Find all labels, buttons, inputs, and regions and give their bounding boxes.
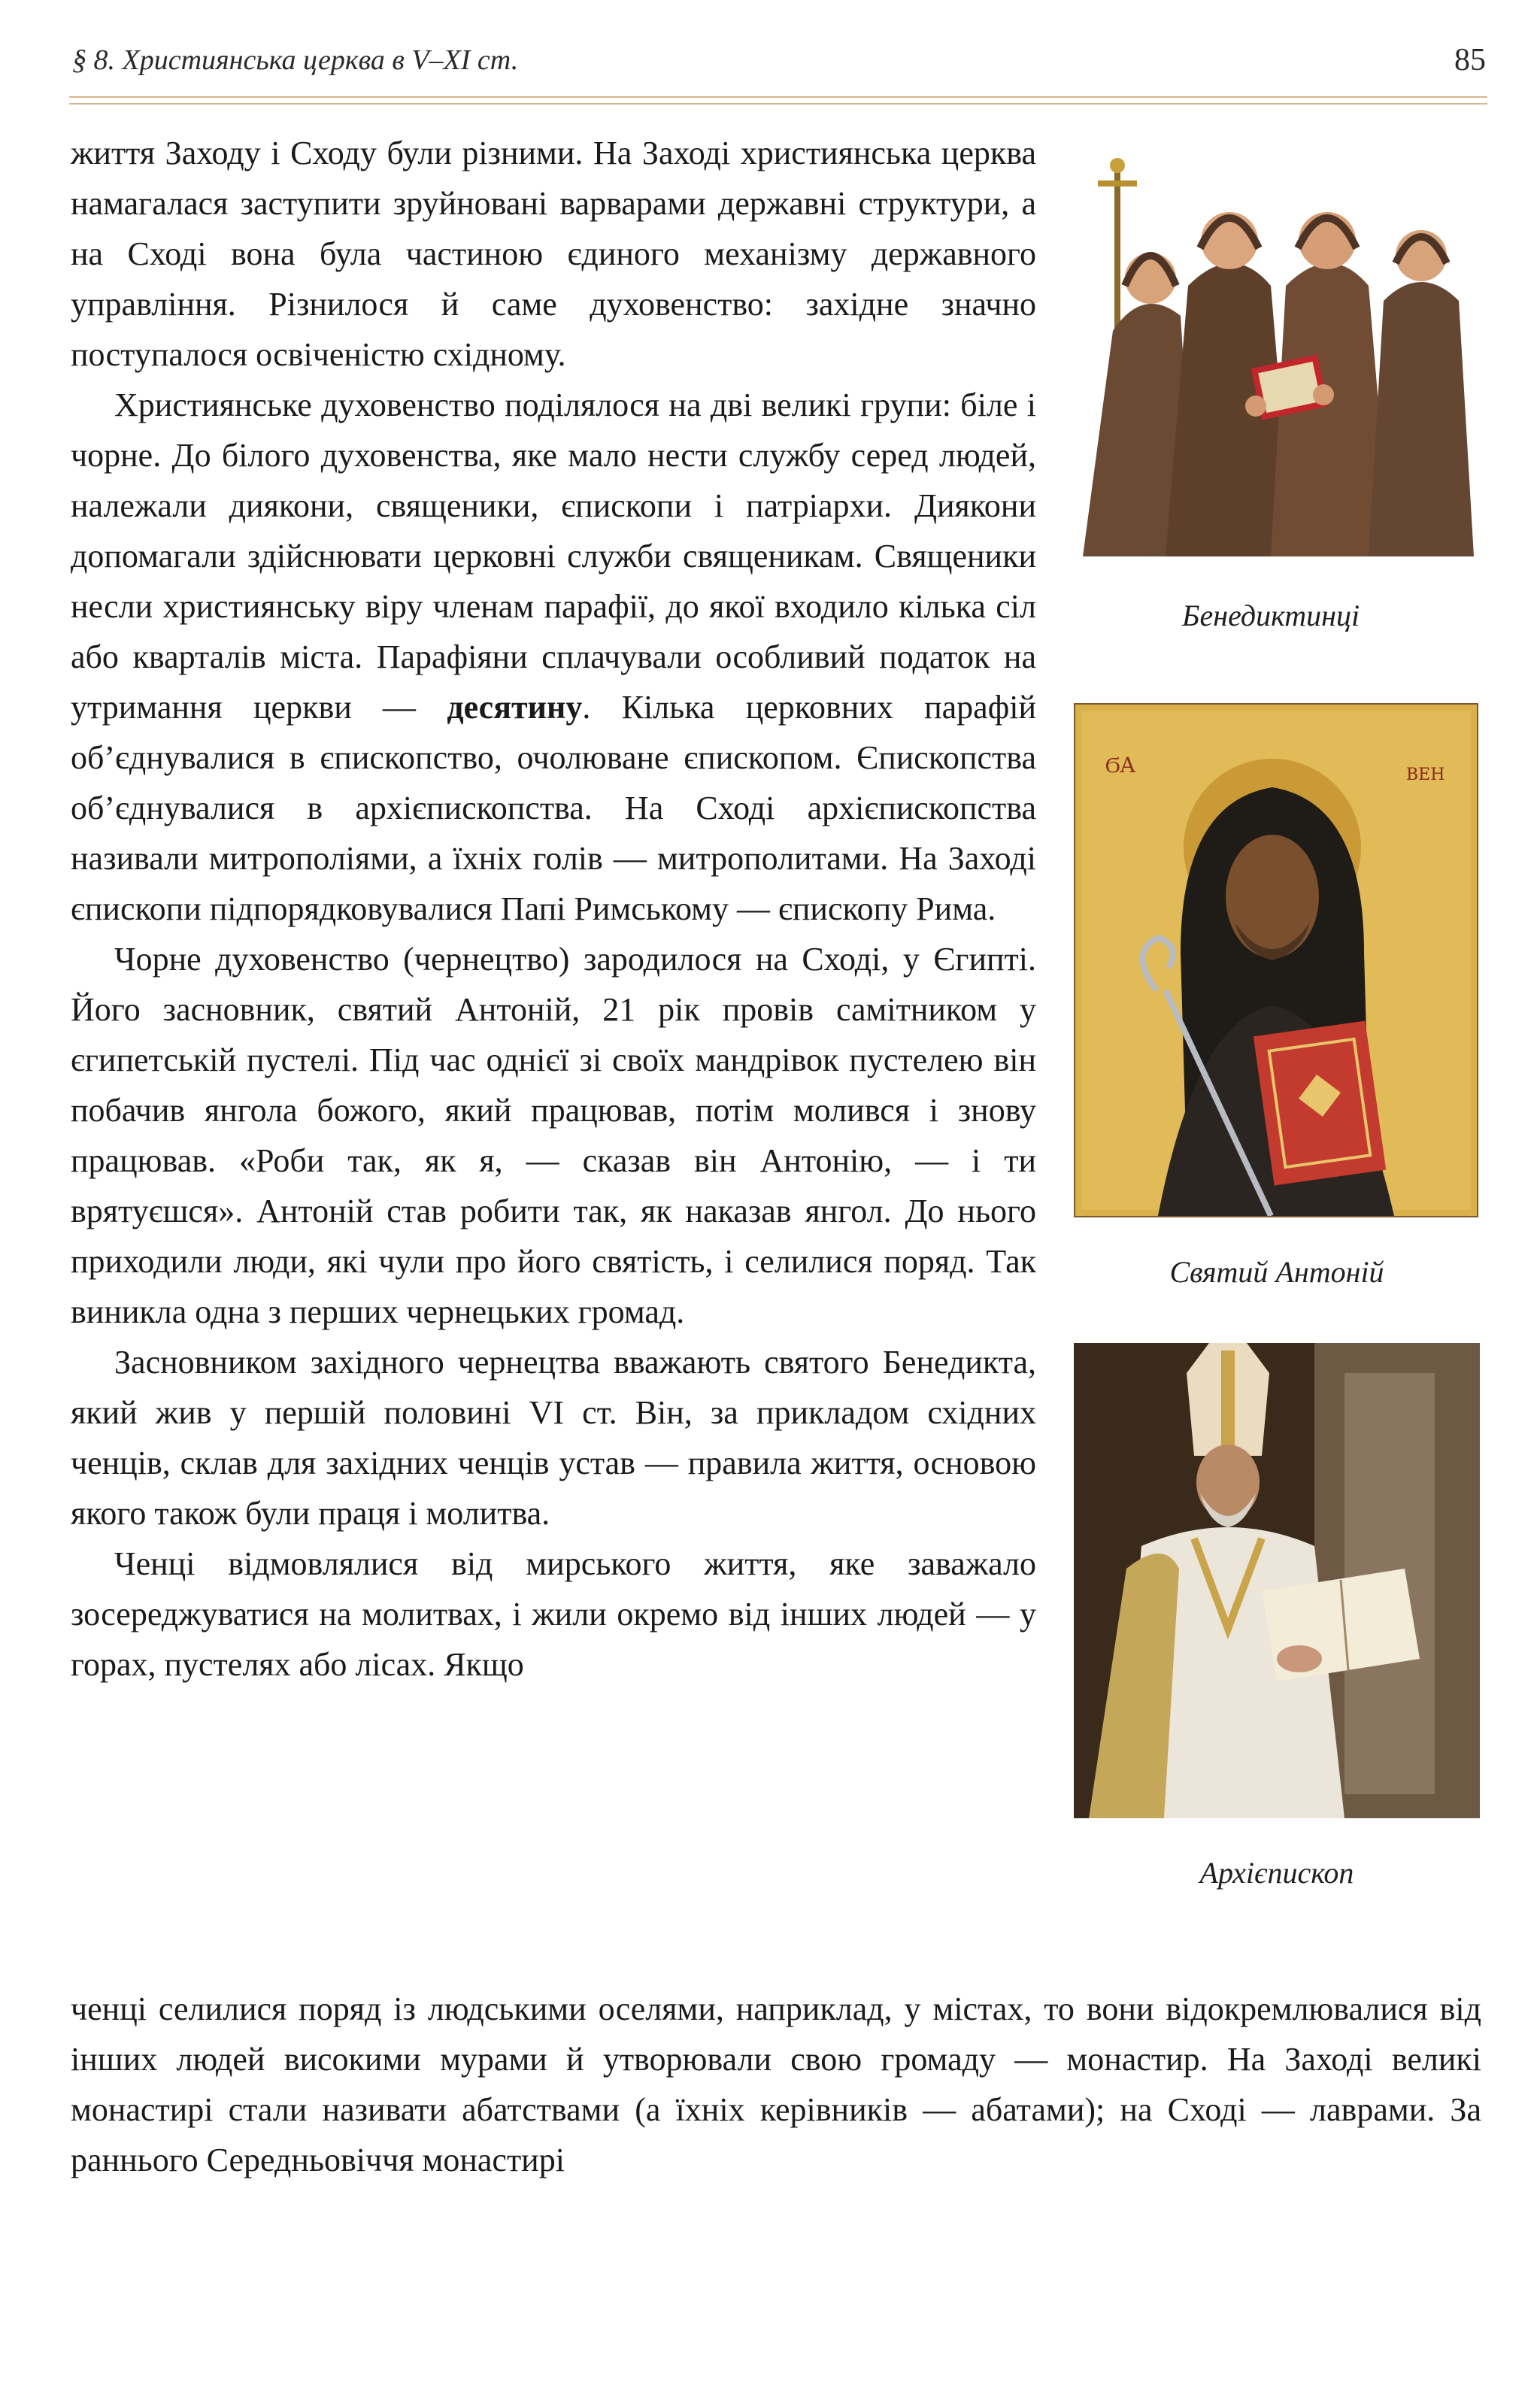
running-title: § 8. Християнська церква в V–XI ст. <box>72 44 519 76</box>
page-number: 85 <box>1454 43 1486 77</box>
paragraph-5-start: Ченці відмовлялися від мирського життя, яке заважало зосереджуватися на молитвах, і жили окремо від інших людей — у горах, пустелях або лісах. Якщо <box>71 1545 1036 1683</box>
paragraph-1: життя Заходу і Сходу були різними. На Заході християнська церква намагалася заступити зруйновані варварами державні структури, а на Сході вона була частиною єдиного механізму державного управління. Різнилося й саме духовенство: західне значно поступалося освіченістю східному. <box>71 135 1036 373</box>
term-tithe: десятину <box>447 689 583 726</box>
paragraph-3: Чорне духовенство (чернецтво) зародилося на Сході, у Єгипті. Його засновник, святий Антоній, 21 рік провів самітником у єгипетській пустелі. Під час однієї зі своїх мандрівок пустелею він побачив янгола божого, який працював, потім молився і знову працював. «Роби так, як я, — сказав він Антонію, — і ти врятуєшся». Антоній став робити так, як наказав янгол. До нього приходили люди, які чули про його святість, і селилися поряд. Так виникла одна з перших чернецьких громад. <box>71 941 1036 1330</box>
monks-illustration-icon <box>1068 135 1480 565</box>
caption-saint-anthony: Святий Антоній <box>1169 1255 1384 1289</box>
caption-benedictines: Бенедиктинці <box>1181 599 1360 632</box>
archbishop-painting-icon <box>1074 1343 1480 1818</box>
paragraph-4: Засновником західного чернецтва вважають святого Бенедикта, який жив у першій половині VI ст. Він, за прикладом східних ченців, склав для західних ченців устав — правила життя, основою якого також були праця і молитва. <box>71 1344 1036 1532</box>
paragraph-2-part-2: . Кілька церковних парафій об’єднувалися в єпископство, очолюване єпископом. Єпископства об’єднувалися в архієпископства. На Сході архієпископства називали митрополіями, а їхніх голів — митрополитами. На Заході єпископи підпорядковувалися Папі Римському — єпископу Рима. <box>71 689 1036 927</box>
icon-saint-anthony-icon <box>1074 703 1478 1217</box>
svg-text:BЕН: BЕН <box>1406 765 1445 784</box>
paragraph-2 <box>71 380 1036 934</box>
svg-text:ϬA: ϬA <box>1105 753 1135 778</box>
paragraph-5-continued: ченці селилися поряд із людськими оселями, наприклад, у містах, то вони відокремлювалися від інших людей високими мурами й утворювали свою громаду — монастир. На Заході великі монастирі стали називати абатствами (а їхніх керівників — абатами); на Сході — лаврами. За раннього Середньовіччя монастирі <box>71 1990 1481 2178</box>
caption-archbishop: Архієпископ <box>1199 1856 1354 1890</box>
full-width-text <box>71 1984 1481 2185</box>
paragraph-2-part-1: Християнське духовенство поділялося на дві великі групи: біле і чорне. До білого духовенства, яке мало нести службу серед людей, належали диякони, священики, єпископи і патріархи. Диякони допомагали здійснювати церковні служби священикам. Священики несли християнську віру членам парафії, до якої входило кілька сіл або кварталів міста. Парафіяни сплачували особливий податок на утримання церкви — <box>71 387 1036 726</box>
header-divider <box>69 96 1487 105</box>
main-text-column <box>71 128 1036 1690</box>
